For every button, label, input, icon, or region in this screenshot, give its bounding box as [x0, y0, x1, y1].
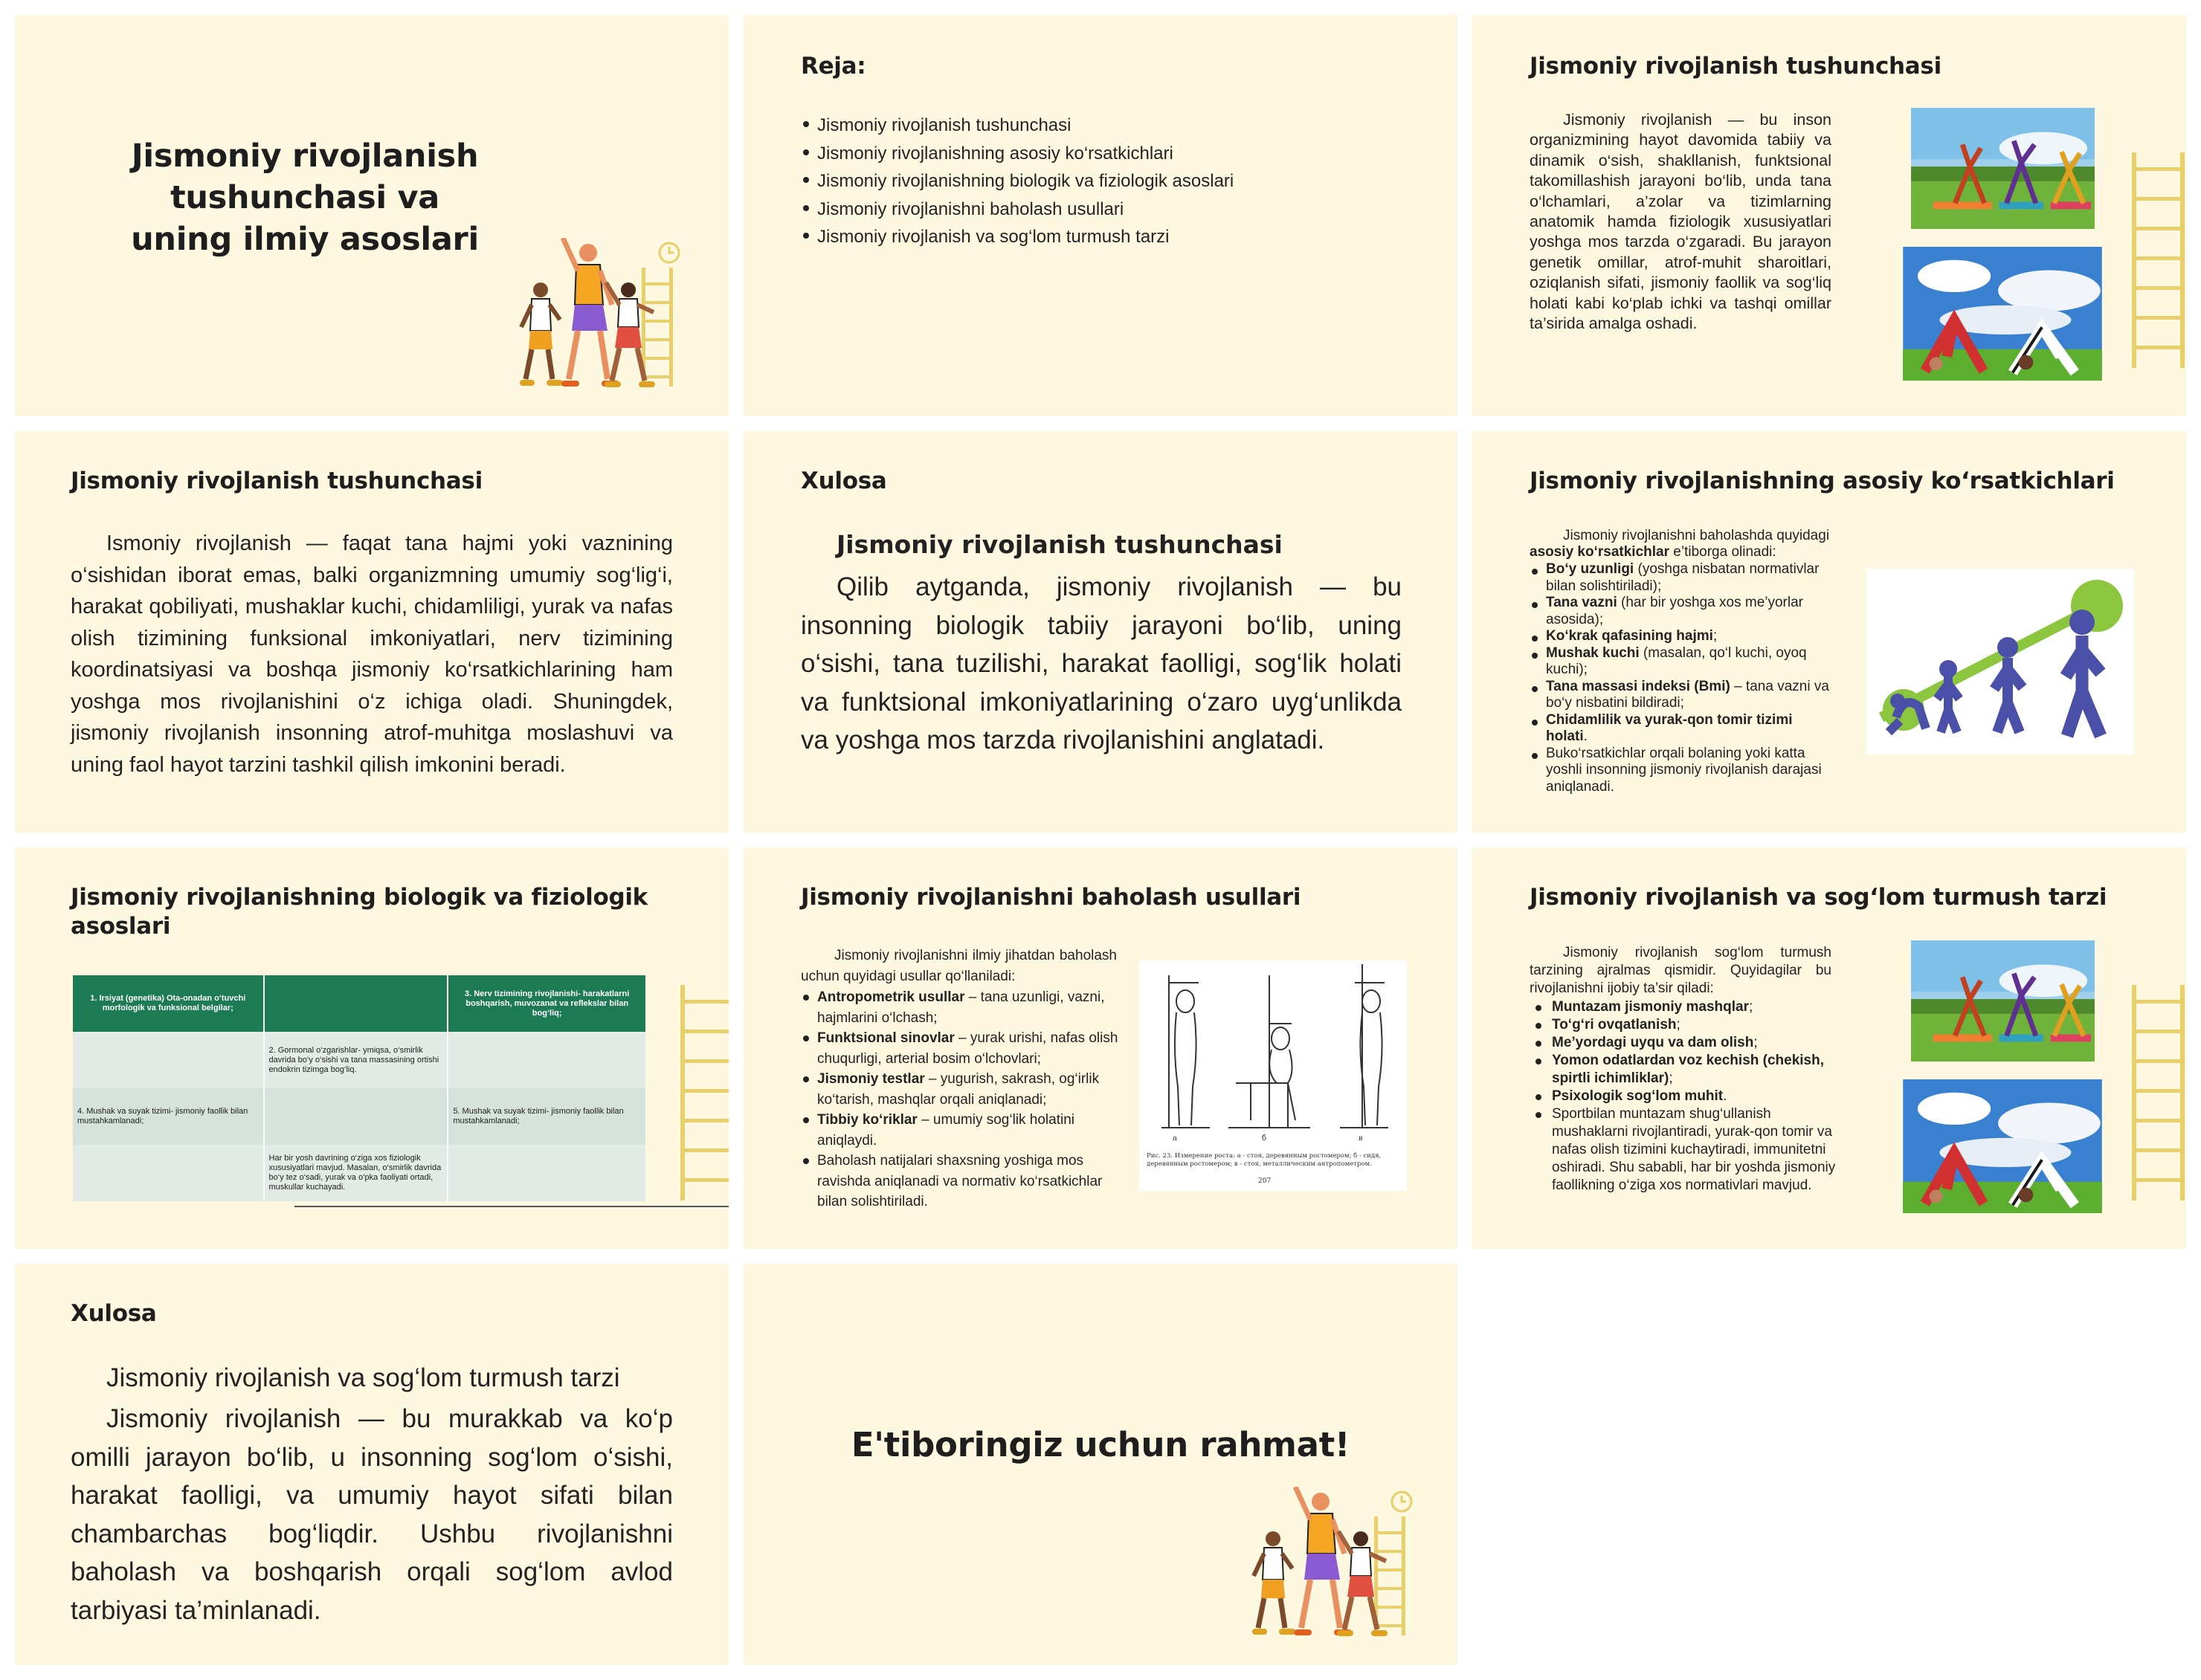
table-header-cell: 1. Irsiyat (genetika) Ota-onadan o‘tuvchi morfologik va funksional belgilar; — [73, 975, 264, 1032]
item-bold: To‘g‘ri ovqatlanish — [1552, 1017, 1677, 1033]
slide-indicators — [1472, 431, 2186, 833]
item-bold: Chidamlilik va yurak-qon tomir tizimi holati — [1546, 711, 1793, 744]
item-bold: Muntazam jismoniy mashqlar — [1552, 999, 1750, 1015]
item-text: . — [1583, 728, 1588, 744]
svg-text:в: в — [1359, 1134, 1363, 1143]
item-text: – umumiy sog‘lik holatini aniqlaydi. — [817, 1112, 1075, 1148]
figure-page-number: 207 — [1258, 1177, 1272, 1185]
table-cell — [264, 1088, 448, 1145]
slide-healthy-lifestyle — [1472, 847, 2186, 1249]
slide-heading: Jismoniy rivojlanishning biologik va fiziologik asoslari — [71, 884, 648, 940]
table-cell — [448, 1145, 645, 1201]
item-text: ; — [1712, 628, 1718, 644]
item-text: (yoshga nisbatan normativlar bilan solishtiriladi); — [1546, 561, 1820, 594]
list-item — [1530, 1034, 1842, 1052]
list-item — [1530, 1105, 1842, 1195]
item-text: ; — [1676, 1017, 1680, 1033]
table-cell — [448, 1032, 645, 1088]
list-item — [1530, 1052, 1842, 1088]
table-cell — [73, 1032, 264, 1088]
item-text: – tana vazni va bo‘y nisbatini bildiradi; — [1546, 678, 1829, 711]
ladder-icon — [2128, 152, 2186, 368]
table-cell: Har bir yosh davrining o‘ziga xos fiziologik xususiyatlari mavjud. Masalan, o‘smirlik davrida bo‘y tez o‘sadi, yurak va o‘pka faoliyati ortadi, muskullar kuchayadi. — [264, 1145, 448, 1201]
list-item — [1530, 1088, 1842, 1105]
slide-body: Jismoniy rivojlanish — bu inson organizmining hayot davomida tabiiy va dinamik o‘sish, shakllanish, funktsional takomillashish jarayoni bo‘lib, unda tana o‘lchamlari, a’zolar va tizimlarning anatomik hamda fiziologik xususiyatlari yoshga mos tarzda o‘zgaradi. Bu jarayon genetik omillar, atrof-muhit sharoitlari, oziqlanish sifati, jismoniy faollik va sog‘liq holati kabi ko‘plab ichki va tashqi omillar ta’sirida amalga oshadi. — [1530, 111, 1831, 333]
table-cell: 2. Gormonal o‘zgarishlar- ymiqsa, o‘smirlik davrida bo‘y o‘sishi va tana massasining ortishi endokrin tizimga bog‘liq. — [264, 1032, 448, 1088]
item-bold: Mushak kuchi — [1546, 644, 1640, 661]
item-bold: Tana vazni — [1546, 595, 1617, 610]
slide-body: Qilib aytganda, jismoniy rivojlanish — bu insonning biologik tabiiy jarayoni bo‘lib, uning o‘sishi, tana tuzilishi, harakat faolligi, sog‘lik holati va funktsional imkoniyatlarining o‘zaro uyg‘unlikda va yoshga mos tarzda rivojlanishini anglatadi. — [801, 572, 1402, 755]
item-text: . — [1723, 1088, 1727, 1104]
plan-item: Jismoniy rivojlanishning asosiy ko‘rsatkichlari — [801, 140, 1411, 168]
list-item — [1530, 998, 1842, 1016]
slide-title — [15, 15, 729, 416]
item-bold: Bo‘y uzunligi — [1546, 561, 1634, 577]
list-item — [801, 1110, 1121, 1151]
item-bold: Psixologik sog‘lom muhit — [1552, 1088, 1724, 1104]
table-cell — [73, 1145, 264, 1201]
conclusion-subtitle: Jismoniy rivojlanish va sog‘lom turmush tarzi — [106, 1363, 620, 1392]
lifestyle-list — [1530, 998, 1842, 1195]
list-item — [1530, 628, 1834, 645]
list-item — [1530, 712, 1834, 746]
slide-biology — [15, 847, 729, 1249]
stretching-photo — [1902, 1079, 2103, 1213]
item-text: ; — [1753, 1035, 1758, 1050]
intro-text: e’tiborga olinadi: — [1669, 544, 1776, 560]
ladder-icon — [677, 985, 729, 1201]
list-item — [801, 1069, 1121, 1110]
slide-thanks — [744, 1264, 1457, 1665]
table-cell: 4. Mushak va suyak tizimi- jismoniy faollik bilan mustahkamlanadi; — [73, 1088, 264, 1145]
slide-heading: Jismoniy rivojlanishni baholash usullari — [801, 884, 1301, 911]
slide-body: Ismoniy rivojlanish — faqat tana hajmi yoki vaznining o‘sishidan iborat emas, balki organizmning umumiy sog‘lig‘i, harakat qobiliyati, mushaklar kuchi, chidamliligi, yurak va nafas olish tizimining funksional imkoniyatlari, nerv tizimining koordinatsiyasi va boshqa jismoniy ko‘rsatkichlarining ham yoshga mos rivojlanishini o‘z ichiga oladi. Shuningdek, jismoniy rivojlanish insonning atrof-muhitga moslashuvi va uning faol hayot tarzini tashkil qilish imkonini beradi. — [71, 532, 673, 777]
item-bold: Funktsional sinovlar — [817, 1030, 955, 1046]
svg-text:а: а — [1173, 1134, 1177, 1143]
list-item — [1530, 595, 1834, 628]
item-bold: Jismoniy testlar — [817, 1071, 925, 1087]
list-item — [1530, 645, 1834, 679]
list-item — [1530, 561, 1834, 595]
list-item — [1530, 746, 1834, 796]
slide-heading: Jismoniy rivojlanish va sog‘lom turmush tarzi — [1530, 884, 2107, 911]
slide-heading: Jismoniy rivojlanish tushunchasi — [71, 468, 483, 494]
assessment-list — [801, 987, 1121, 1212]
plan-list — [801, 112, 1411, 251]
slide-heading: Xulosa — [71, 1300, 157, 1327]
intro-bold: asosiy ko‘rsatkichlar — [1530, 544, 1669, 560]
ladder-icon — [2128, 985, 2186, 1201]
list-item — [801, 987, 1121, 1028]
item-text: ; — [1669, 1070, 1673, 1086]
item-text: Baholash natijalari shaxsning yoshiga mos ravishda aniqlanadi va normativ ko‘rsatkichlar bilan solishtiriladi. — [817, 1153, 1103, 1209]
item-text: – tana uzunligi, vazni, hajmlarini o‘lchash; — [817, 989, 1105, 1026]
indicators-intro-2 — [1530, 544, 1842, 561]
list-item — [801, 1151, 1121, 1212]
lifestyle-intro: Jismoniy rivojlanish sog‘lom turmush tarzining ajralmas qismidir. Quyidagilar bu rivojlanishni ijobiy ta’sir qiladi: — [1530, 945, 1831, 996]
stretching-photo — [1902, 247, 2103, 381]
item-text: (har bir yoshga xos me’yorlar asosida); — [1546, 595, 1803, 627]
conclusion-subtitle: Jismoniy rivojlanish tushunchasi — [837, 530, 1283, 559]
table-cell: 5. Mushak va suyak tizimi- jismoniy faollik bilan mustahkamlanadi; — [453, 1107, 624, 1125]
plan-item: Jismoniy rivojlanish va sog‘lom turmush tarzi — [801, 223, 1411, 251]
measurement-figure — [1139, 960, 1407, 1191]
indicators-intro — [1530, 528, 1831, 545]
slide-heading: Jismoniy rivojlanishning asosiy ko‘rsatkichlari — [1530, 468, 2115, 494]
item-bold: Tibbiy ko‘riklar — [817, 1112, 918, 1128]
people-exercising-illustration — [517, 238, 684, 394]
slide-title-heading: Jismoniy rivojlanish tushunchasi va uning ilmiy asoslari — [131, 138, 479, 258]
plan-item: Jismoniy rivojlanishning biologik va fiziologik asoslari — [801, 167, 1411, 196]
slide-concept-1 — [1472, 15, 2186, 416]
list-item — [1530, 679, 1834, 712]
item-text: ; — [1749, 999, 1753, 1015]
item-bold: Me’yordagi uyqu va dam olish — [1552, 1035, 1754, 1050]
figure-caption: Рис. 23. Измерение роста: а - стоя, деревянным ростомером; б - сидя, деревянным ростомером; в - стоя, металлическим антропометром. — [1147, 1152, 1382, 1168]
item-bold: Yomon odatlardan voz kechish (chekish, spirtli ichimliklar) — [1552, 1053, 1825, 1086]
slide-body: Jismoniy rivojlanish — bu murakkab va ko‘p omilli jarayon bo‘lib, u insonning sog‘lom o‘sishi, harakat faolligi, va umumiy hayot sifati bilan chambarchas bog‘liqdir. Ushbu rivojlanishni baholash va boshqarish orqali sog‘lom avlod tarbiyasi ta’minlanadi. — [71, 1404, 673, 1625]
item-text: – yugurish, sakrash, og‘irlik ko‘tarish, mashqlar orqali aniqlanadi; — [817, 1071, 1100, 1108]
stadiometer-illustration — [1139, 960, 1407, 1146]
item-text: Sportbilan muntazam shug‘ullanish mushaklarni rivojlantiradi, yurak-qon tomir va nafas olish tizimini kuchaytiradi, immunitetni oshiradi. Shu sababli, har bir yoshda jismoniy faollikning o‘ziga xos normativlari mavjud. — [1552, 1106, 1836, 1193]
growth-stages-illustration — [1866, 569, 2134, 755]
indicators-list — [1530, 561, 1834, 795]
svg-text:б: б — [1262, 1134, 1267, 1143]
slide-plan — [744, 15, 1457, 416]
slide-concept-2 — [15, 431, 729, 833]
slide-heading: Jismoniy rivojlanish tushunchasi — [1530, 53, 1941, 80]
item-text: (masalan, qo‘l kuchi, oyoq kuchi); — [1546, 644, 1807, 677]
divider-line — [294, 1206, 729, 1207]
table-header-cell — [264, 975, 448, 1032]
people-exercising-illustration — [1249, 1487, 1417, 1643]
list-item — [801, 1028, 1121, 1069]
slide-heading: Reja: — [801, 53, 866, 80]
biology-table — [73, 975, 645, 1201]
thanks-heading: E'tiboringiz uchun rahmat! — [851, 1425, 1350, 1464]
item-bold: Tana massasi indeksi (Bmi) — [1546, 678, 1730, 694]
slide-assessment — [744, 847, 1457, 1249]
slide-conclusion-1 — [744, 431, 1457, 833]
yoga-photo — [1911, 108, 2095, 229]
slide-conclusion-2 — [15, 1264, 729, 1665]
list-item — [1530, 1016, 1842, 1034]
item-bold: Ko‘krak qafasining hajmi — [1546, 628, 1713, 644]
item-text: Buko‘rsatkichlar orqali bolaning yoki katta yoshli insonning jismoniy rivojlanish darajasi aniqlanadi. — [1546, 745, 1822, 795]
yoga-photo — [1911, 940, 2095, 1062]
item-bold: Antropometrik usullar — [817, 989, 965, 1005]
intro-text: Jismoniy rivojlanishni baholashda quyidagi — [1563, 528, 1830, 543]
table-header-cell: 3. Nerv tizimining rivojlanishi- harakatlarni boshqarish, muvozanat va reflekslar bilan bog‘liq; — [465, 989, 630, 1018]
item-text: – yurak urishi, nafas olish chuqurligi, arterial bosim o‘lchovlari; — [817, 1030, 1118, 1067]
slide-heading: Xulosa — [801, 468, 887, 494]
plan-item: Jismoniy rivojlanish tushunchasi — [801, 112, 1411, 140]
assessment-intro: Jismoniy rivojlanishni ilmiy jihatdan baholash uchun quyidagi usullar qo‘llaniladi: — [801, 948, 1117, 984]
plan-item: Jismoniy rivojlanishni baholash usullari — [801, 196, 1411, 224]
